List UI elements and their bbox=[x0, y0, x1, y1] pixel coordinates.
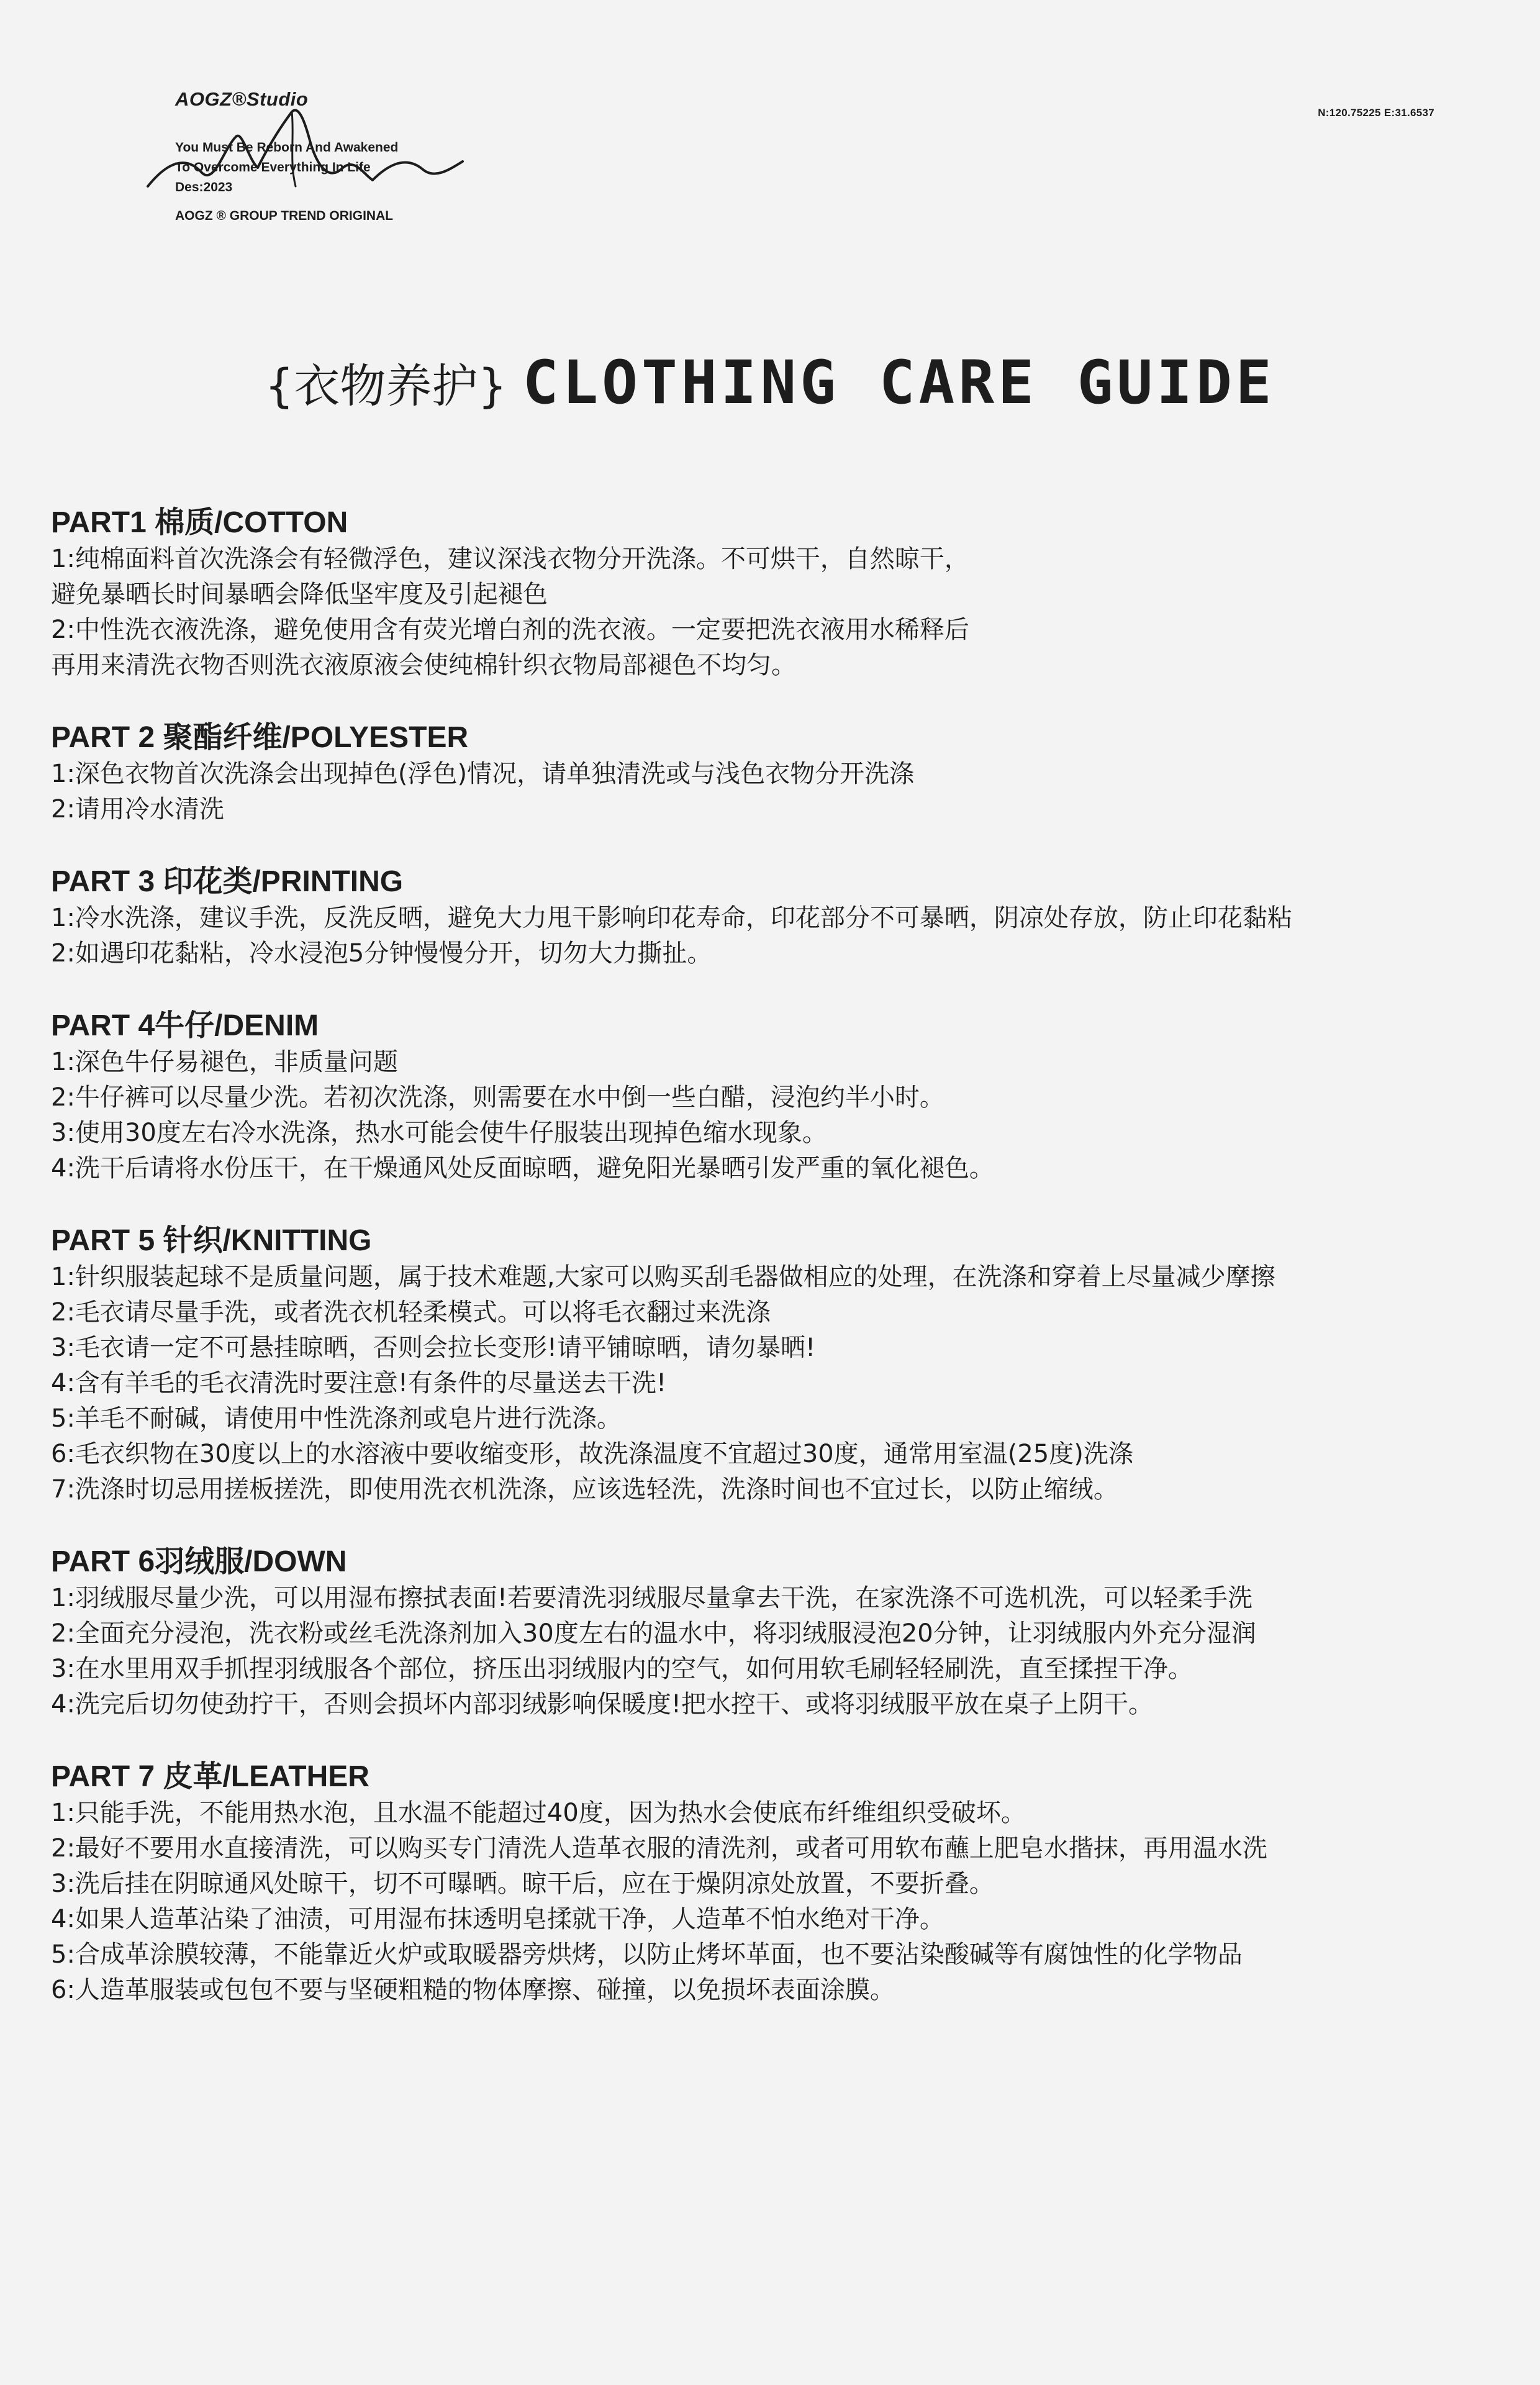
section-title: PART 5 针织/KNITTING bbox=[51, 1224, 372, 1257]
coordinates-text: N:120.75225 E:31.6537 bbox=[1318, 107, 1434, 119]
logo-tagline-2: To Overcome Everything In Life bbox=[175, 160, 371, 175]
section-line: 3:毛衣请一定不可悬挂晾晒，否则会拉长变形!请平铺晾晒，请勿暴晒! bbox=[51, 1333, 815, 1362]
section-line: 4:洗完后切勿使劲拧干，否则会损坏内部羽绒影响保暖度!把水控干、或将羽绒服平放在桌子上阴干。 bbox=[51, 1690, 1153, 1719]
section-line: 2:全面充分浸泡，洗衣粉或丝毛洗涤剂加入30度左右的温水中，将羽绒服浸泡20分钟，让羽绒服内外充分湿润 bbox=[51, 1619, 1256, 1648]
brand-logo bbox=[143, 81, 466, 236]
section-line: 1:深色衣物首次洗涤会出现掉色(浮色)情况，请单独清洗或与浅色衣物分开洗涤 bbox=[51, 760, 915, 788]
page-title-chinese: {衣物养护} bbox=[265, 360, 507, 413]
section-line: 1:羽绒服尽量少洗，可以用湿布擦拭表面!若要清洗羽绒服尽量拿去干洗，在家洗涤不可选机洗，可以轻柔手洗 bbox=[51, 1584, 1252, 1612]
section-line: 6:毛衣织物在30度以上的水溶液中要收缩变形，故洗涤温度不宜超过30度，通常用室温(25度)洗涤 bbox=[51, 1440, 1133, 1468]
section-title: PART 6羽绒服/DOWN bbox=[51, 1545, 347, 1578]
section-line: 2:如遇印花黏粘，冷水浸泡5分钟慢慢分开，切勿大力撕扯。 bbox=[51, 939, 712, 968]
section-line: 2:请用冷水清洗 bbox=[51, 795, 224, 824]
section-line: 避免暴晒长时间暴晒会降低坚牢度及引起褪色 bbox=[51, 580, 548, 609]
page-title-english: CLOTHING CARE GUIDE bbox=[522, 348, 1275, 417]
section-title: PART 4牛仔/DENIM bbox=[51, 1009, 319, 1042]
section-denim bbox=[51, 1007, 1498, 1186]
section-title: PART1 棉质/COTTON bbox=[51, 506, 348, 539]
section-line: 5:合成革涂膜较薄，不能靠近火炉或取暖器旁烘烤，以防止烤坏革面，也不要沾染酸碱等有腐蚀性的化学物品 bbox=[51, 1940, 1243, 1969]
section-line: 2:中性洗衣液洗涤，避免使用含有荧光增白剂的洗衣液。一定要把洗衣液用水稀释后 bbox=[51, 616, 969, 644]
section-line: 6:人造革服装或包包不要与坚硬粗糙的物体摩擦、碰撞，以免损坏表面涂膜。 bbox=[51, 1976, 895, 2004]
section-line: 4:如果人造革沾染了油渍，可用湿布抹透明皂揉就干净，人造革不怕水绝对干净。 bbox=[51, 1905, 944, 1933]
section-line: 5:羊毛不耐碱，请使用中性洗涤剂或皂片进行洗涤。 bbox=[51, 1404, 622, 1433]
section-line: 4:含有羊毛的毛衣清洗时要注意!有条件的尽量送去干洗! bbox=[51, 1369, 666, 1397]
section-line: 4:洗干后请将水份压干，在干燥通风处反面晾晒，避免阳光暴晒引发严重的氧化褪色。 bbox=[51, 1154, 994, 1183]
section-line: 1:只能手洗，不能用热水泡，且水温不能超过40度，因为热水会使底布纤维组织受破坏。 bbox=[51, 1799, 1026, 1827]
section-line: 3:在水里用双手抓捏羽绒服各个部位，挤压出羽绒服内的空气，如何用软毛刷轻轻刷洗，直至揉捏干净。 bbox=[51, 1655, 1193, 1683]
logo-tagline-1: You Must Be Reborn And Awakened bbox=[175, 140, 399, 155]
section-title: PART 7 皮革/LEATHER bbox=[51, 1760, 369, 1793]
section-title: PART 2 聚酯纤维/POLYESTER bbox=[51, 721, 469, 754]
section-line: 7:洗涤时切忌用搓板搓洗，即使用洗衣机洗涤，应该选轻洗，洗涤时间也不宜过长，以防止缩绒。 bbox=[51, 1475, 1118, 1504]
section-cotton bbox=[51, 504, 1498, 683]
section-printing bbox=[51, 863, 1498, 971]
section-line: 3:洗后挂在阴晾通风处晾干，切不可曝晒。晾干后，应在于燥阴凉处放置，不要折叠。 bbox=[51, 1869, 994, 1898]
section-line: 1:冷水洗涤，建议手洗，反洗反晒，避免大力甩干影响印花寿命，印花部分不可暴晒，阴凉处存放，防止印花黏粘 bbox=[51, 904, 1292, 932]
section-line: 2:毛衣请尽量手洗，或者洗衣机轻柔模式。可以将毛衣翻过来洗涤 bbox=[51, 1298, 771, 1327]
logo-date: Des:2023 bbox=[175, 180, 233, 194]
section-polyester bbox=[51, 719, 1498, 827]
section-down bbox=[51, 1543, 1498, 1722]
section-line: 再用来清洗衣物否则洗衣液原液会使纯棉针织衣物局部褪色不均匀。 bbox=[51, 651, 796, 679]
section-line: 1:深色牛仔易褪色，非质量问题 bbox=[51, 1048, 398, 1076]
section-line: 2:最好不要用水直接清洗，可以购买专门清洗人造革衣服的清洗剂，或者可用软布蘸上肥皂水揩抹，再用温水洗 bbox=[51, 1834, 1267, 1863]
section-line: 1:针织服装起球不是质量问题，属于技术难题,大家可以购买刮毛器做相应的处理，在洗涤和穿着上尽量减少摩擦 bbox=[51, 1263, 1275, 1291]
logo-brand-name: AOGZ®Studio bbox=[175, 88, 309, 110]
section-line: 3:使用30度左右冷水洗涤，热水可能会使牛仔服装出现掉色缩水现象。 bbox=[51, 1119, 827, 1147]
section-title: PART 3 印花类/PRINTING bbox=[51, 865, 404, 898]
care-guide-content bbox=[51, 504, 1498, 2044]
page-title bbox=[0, 348, 1540, 417]
section-leather bbox=[51, 1758, 1498, 2008]
section-line: 1:纯棉面料首次洗涤会有轻微浮色，建议深浅衣物分开洗涤。不可烘干，自然晾干， bbox=[51, 545, 969, 573]
logo-group-line: AOGZ ® GROUP TREND ORIGINAL bbox=[175, 209, 394, 223]
section-knitting bbox=[51, 1222, 1498, 1507]
section-line: 2:牛仔裤可以尽量少洗。若初次洗涤，则需要在水中倒一些白醋，浸泡约半小时。 bbox=[51, 1083, 944, 1112]
